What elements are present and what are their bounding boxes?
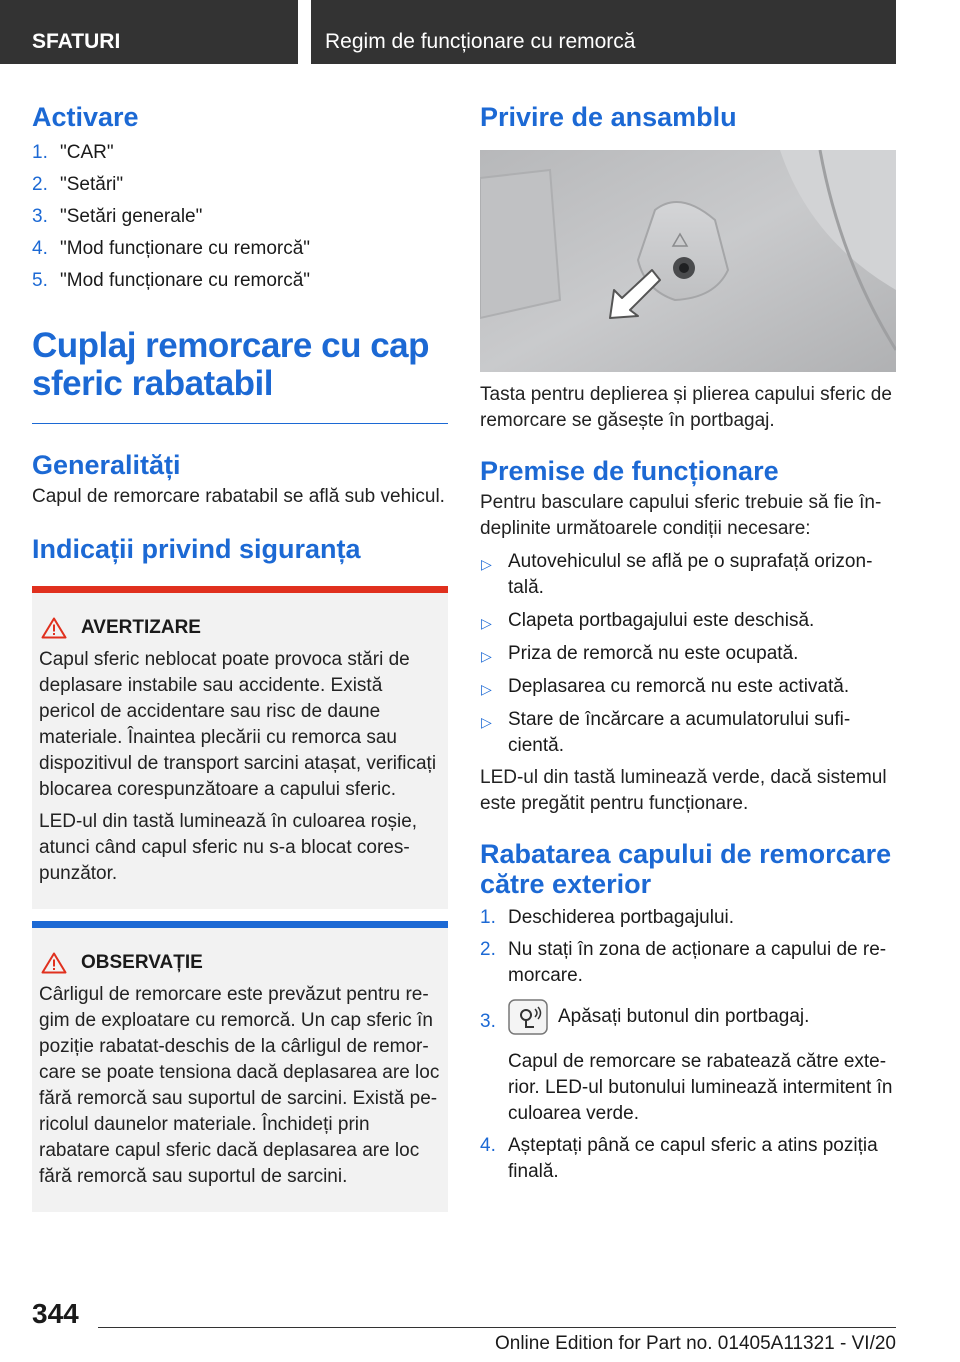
- step-number: 4.: [32, 238, 48, 259]
- premise-list: [480, 549, 896, 759]
- step-subtext: Capul de remorcare se rabatează către exterior. LED-ul butonului luminează intermitent în culoarea verde.: [508, 1051, 893, 1124]
- premise-outro: LED-ul din tastă luminează verde, dacă sistemul este pregătit pentru funcționare.: [480, 767, 887, 814]
- rabatare-steps: [480, 905, 896, 1185]
- warning-paragraph: LED-ul din tastă luminează în culoarea roșie, atunci când capul sferic nu s-a blocat corespunzător.: [39, 811, 418, 884]
- warning-paragraph: Capul sferic neblocat poate provoca stări de deplasare instabile sau accidente. Există pericol de accidentare sau risc de daune materiale. Înaintea plecării cu remorca sau dispozitivul de transport sarcini atașat, verificați blocarea corespunzătoare a capului sferic.: [39, 649, 437, 800]
- note-title: [39, 950, 440, 976]
- list-item-text: Priza de remorcă nu este ocupată.: [508, 643, 799, 664]
- bullet-triangle-icon: ▷: [481, 681, 492, 697]
- step-number: 2.: [32, 174, 48, 195]
- list-item: [480, 999, 896, 1127]
- heading-activare: Activare: [32, 102, 139, 132]
- step-text: "Setări generale": [60, 206, 203, 227]
- generalitati-text: Capul de remorcare rabatabil se află sub vehicul.: [32, 486, 445, 507]
- warning-triangle-icon: [41, 617, 67, 639]
- premise-intro: Pentru basculare capului sferic trebuie să fie îndeplinite următoarele condiții necesare:: [480, 492, 882, 539]
- step-text: Așteptați până ce capul sferic a atins poziția finală.: [508, 1135, 878, 1182]
- footer-divider: [98, 1327, 896, 1328]
- list-item: [480, 674, 896, 700]
- bullet-triangle-icon: ▷: [481, 714, 492, 730]
- step-number: 4.: [480, 1135, 496, 1156]
- note-paragraph: Cârligul de remorcare este prevăzut pentru regim de exploatare cu remorcă. Un cap sferic în poziție rabatat-deschis de la cârligul de remorcare se poate tensiona dacă deplasarea are loc fără remorcă sau suportul de sarcini. Există pericolul daunelor materiale. Închideți prin rabatare capul sferic dacă deplasarea are loc fără remorcă sau suportul de sarcini.: [39, 984, 440, 1187]
- bullet-triangle-icon: ▷: [481, 556, 492, 572]
- heading-indicatii: Indicații privind siguranța: [32, 534, 361, 564]
- left-column: [32, 100, 448, 1212]
- warning-title: [39, 615, 440, 641]
- note-box: [32, 921, 448, 1212]
- bullet-triangle-icon: ▷: [481, 648, 492, 664]
- heading-rabatare: Rabatarea capului de remorcare către exterior: [480, 839, 892, 899]
- step-text: "Mod funcționare cu remorcă": [60, 270, 311, 291]
- edition-note: Online Edition for Part no. 01405A11321 - VI/20: [494, 1333, 896, 1354]
- heading-divider: [32, 423, 448, 424]
- step-number: 3.: [32, 206, 48, 227]
- list-item: [480, 1133, 896, 1185]
- heading-premise: Premise de funcționare: [480, 456, 779, 486]
- right-column: [480, 100, 896, 1185]
- list-item: [480, 905, 896, 931]
- list-item-text: Clapeta portbagajului este deschisă.: [508, 610, 815, 631]
- activation-steps: [32, 140, 448, 294]
- step-number: 1.: [32, 142, 48, 163]
- warning-triangle-icon: [41, 952, 67, 974]
- step-text: "Setări": [60, 174, 124, 195]
- step-text: Deschiderea portbagajului.: [508, 907, 735, 928]
- page-number: 344: [32, 1298, 79, 1329]
- step-text: Apăsați butonul din portbagaj.: [558, 1006, 810, 1027]
- step-text: "CAR": [60, 142, 114, 163]
- step-number: 3.: [480, 1011, 496, 1032]
- list-item: [32, 268, 448, 294]
- list-item: [480, 937, 896, 989]
- bullet-triangle-icon: ▷: [481, 615, 492, 631]
- list-item: [32, 236, 448, 262]
- chapter-title: Regim de funcționare cu remorcă: [311, 0, 896, 64]
- list-item: [480, 641, 896, 667]
- page-header: [0, 0, 960, 64]
- photo-caption: Tasta pentru deplierea și plierea capului sferic de remorcare se găsește în portbagaj.: [480, 384, 892, 431]
- list-item: [480, 707, 896, 759]
- trunk-button-photo: [480, 150, 896, 372]
- section-label: SFATURI: [0, 0, 298, 64]
- step-text: "Mod funcționare cu remorcă": [60, 238, 311, 259]
- step-number: 5.: [32, 270, 48, 291]
- warning-label: AVERTIZARE: [81, 617, 201, 638]
- warning-box: [32, 586, 448, 909]
- list-item-text: Deplasarea cu remorcă nu este activată.: [508, 676, 850, 697]
- list-item: [32, 172, 448, 198]
- list-item: [32, 204, 448, 230]
- list-item: [480, 549, 896, 601]
- heading-cuplaj: Cuplaj remorcare cu cap sferic rabatabil: [32, 326, 429, 403]
- step-number: 1.: [480, 907, 496, 928]
- step-text: Nu stați în zona de acționare a capului de remorcare.: [508, 939, 887, 986]
- heading-privire: Privire de ansamblu: [480, 102, 737, 132]
- heading-generalitati: Generalități: [32, 450, 181, 480]
- list-item: [32, 140, 448, 166]
- note-label: OBSERVAȚIE: [81, 952, 203, 973]
- list-item: [480, 608, 896, 634]
- list-item-text: Autovehiculul se află pe o suprafață orizontală.: [508, 551, 873, 598]
- trailer-hitch-button-icon: [508, 999, 548, 1035]
- list-item-text: Stare de încărcare a acumulatorului suficientă.: [508, 709, 851, 756]
- step-number: 2.: [480, 939, 496, 960]
